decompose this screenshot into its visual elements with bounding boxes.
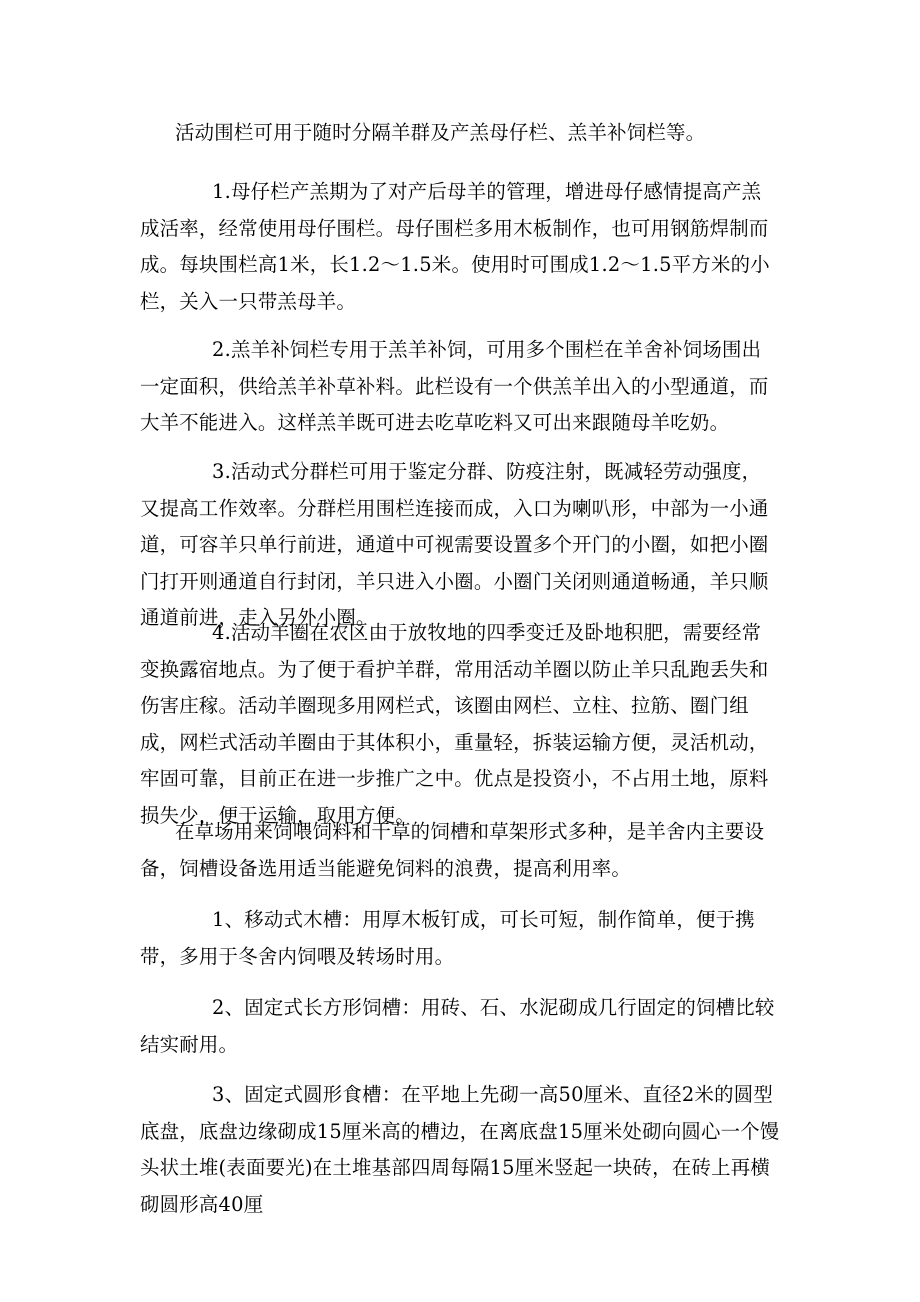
paragraph-mobile-sheepfold: 4.活动羊圈在农区由于放牧地的四季变迁及卧地积肥，需要经常变换露宿地点。为了便于看护羊群，常用活动羊圈以防止羊只乱跑丢失和伤害庄稼。活动羊圈现多用网栏式，该圈由网栏、立柱、拉筋、圈门组成，网栏式活动羊圈由于其体积小，重量轻，拆装运输方便，灵活机动，牢固可靠，目前正在进一步推广之中。优点是投资小，不占用土地，原料损失少，便于运输，取用方便。: [140, 621, 769, 827]
paragraph-fixed-rect-trough: 2、固定式长方形饲槽：用砖、石、水泥砌成几行固定的饲槽比较结实耐用。: [140, 996, 775, 1056]
paragraph-sorting-pen: 3.活动式分群栏可用于鉴定分群、防疫注射，既减轻劳动强度，又提高工作效率。分群栏用围栏连接而成，入口为喇叭形，中部为一小通道，可容羊只单行前进，通道中可视需要设置多个开门的小圈，如把小圈门打开则通道自行封闭，羊只进入小圈。小圈门关闭则通道畅通，羊只顺通道前进，走入另外小圈。: [140, 460, 769, 629]
paragraph-fixed-round-trough: 3、固定式圆形食槽：在平地上先砌一高50厘米、直径2米的圆型底盘，底盘边缘砌成15厘米高的槽边，在离底盘15厘米处砌向圆心一个馒头状土堆(表面要光)在土堆基部四周每隔15厘米竖起一块砖，在砖上再横砌圆形高40厘: [140, 1083, 780, 1216]
paragraph-mobile-trough: 1、移动式木槽：用厚木板钉成，可长可短，制作简单，便于携带，多用于冬舍内饲喂及转场时用。: [140, 908, 755, 968]
paragraph-lamb-feeding-pen: 2.羔羊补饲栏专用于羔羊补饲，可用多个围栏在羊舍补饲场围出一定面积，供给羔羊补草补料。此栏设有一个供羔羊出入的小型通道，而大羊不能进入。这样羔羊既可进去吃草吃料又可出来跟随母羊吃奶。: [140, 338, 769, 434]
paragraph-intro-pens: 活动围栏可用于随时分隔羊群及产羔母仔栏、羔羊补饲栏等。: [175, 121, 706, 144]
paragraph-troughs-intro: 在草场用来饲喂饲料和干草的饲槽和草架形式多种，是羊舍内主要设备，饲槽设备选用适当能避免饲料的浪费，提高利用率。: [140, 820, 765, 880]
paragraph-mother-lamb-pen: 1.母仔栏产羔期为了对产后母羊的管理，增进母仔感情提高产羔成活率，经常使用母仔围栏。母仔围栏多用木板制作，也可用钢筋焊制而成。每块围栏高1米，长1.2～1.5米。使用时可围成1.2～1.5平方米的小栏，关入一只带羔母羊。: [140, 180, 770, 313]
